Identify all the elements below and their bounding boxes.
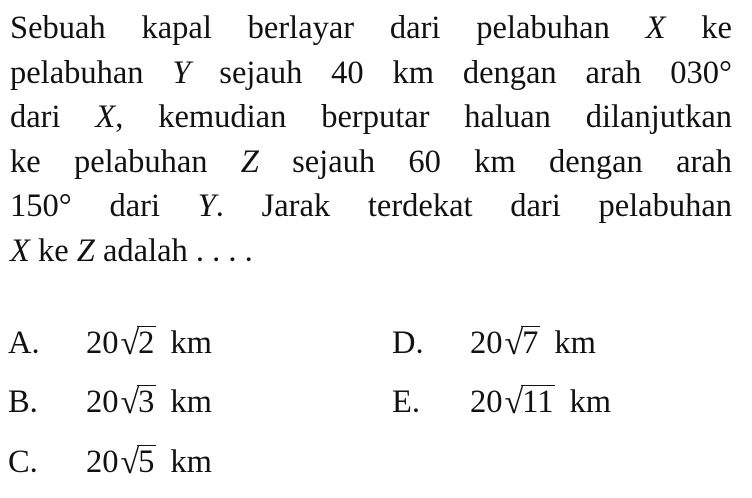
question-text-segment: dari: [10, 99, 96, 136]
question-text-segment: , kemudian berputar haluan dilanjutkan: [115, 99, 732, 136]
square-root: √5: [120, 444, 155, 481]
option-unit: km: [554, 325, 596, 361]
radicand: 2: [138, 325, 155, 361]
question-text-segment: sejauh 60 km dengan arah: [258, 143, 732, 180]
radicand: 3: [138, 384, 155, 420]
option-unit: km: [569, 384, 611, 420]
option-letter: C.: [8, 444, 38, 480]
variable: X: [645, 10, 666, 46]
option-e[interactable]: [392, 383, 611, 421]
option-coefficient: 20: [470, 325, 503, 361]
question-text-segment: ke pelabuhan: [10, 143, 241, 180]
option-coefficient: 20: [86, 444, 119, 480]
variable: Y: [197, 188, 216, 225]
question-text-segment: sejauh 40 km dengan arah 030°: [190, 54, 733, 91]
radicand: 7: [522, 325, 539, 361]
variable: Y: [172, 54, 191, 91]
radicand: 5: [138, 444, 155, 480]
question-text-segment: 150° dari: [10, 188, 198, 225]
question-text-segment: adalah . . . .: [94, 232, 253, 269]
square-root: √11: [504, 384, 554, 421]
option-letter: B.: [8, 384, 38, 420]
option-coefficient: 20: [86, 325, 119, 361]
question-text-segment: Sebuah kapal berlayar dari pelabuhan: [10, 10, 646, 46]
option-letter: E.: [392, 384, 420, 420]
option-unit: km: [170, 325, 212, 361]
square-root: √3: [120, 384, 155, 421]
option-coefficient: 20: [470, 384, 503, 420]
question-text-segment: pelabuhan: [10, 54, 173, 91]
variable: X: [95, 99, 116, 136]
option-b[interactable]: [8, 383, 212, 421]
option-unit: km: [170, 384, 212, 420]
option-c[interactable]: [8, 443, 212, 481]
variable: Z: [76, 232, 95, 269]
option-letter: D.: [392, 325, 424, 361]
square-root: √7: [504, 325, 539, 362]
variable: Z: [240, 143, 259, 180]
square-root: √2: [120, 325, 155, 362]
option-a[interactable]: [8, 324, 212, 362]
option-unit: km: [170, 444, 212, 480]
option-coefficient: 20: [86, 384, 119, 420]
question-text-segment: ke: [29, 232, 77, 269]
radicand: 11: [522, 384, 554, 420]
variable: X: [10, 232, 30, 269]
option-d[interactable]: [392, 324, 596, 362]
question-text-segment: . Jarak terdekat dari pelabuhan: [215, 188, 733, 225]
option-letter: A.: [8, 325, 40, 361]
question-text-segment: ke: [665, 10, 732, 46]
